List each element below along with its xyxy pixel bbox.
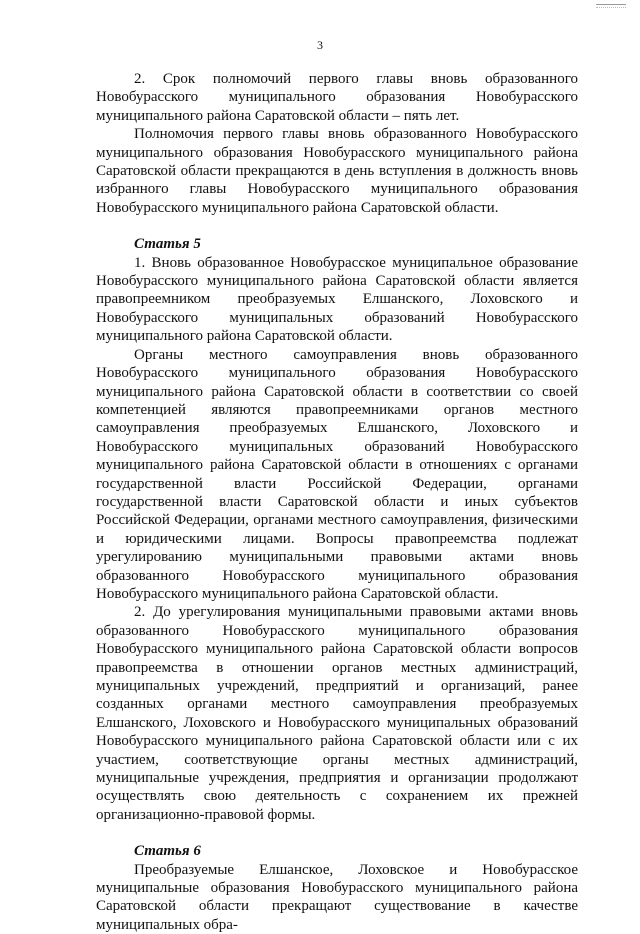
- page-number: 3: [317, 38, 323, 52]
- spacer: [96, 824, 578, 842]
- paragraph: Преобразуемые Елшанское, Лоховское и Новобурасское муниципальные образования Новобурасского муниципального района Саратовской области прекращают существование в качестве муниципальных обра-: [96, 861, 578, 933]
- paragraph: 2. Срок полномочий первого главы вновь образованного Новобурасского муниципального образования Новобурасского муниципального района Саратовской области – пять лет.: [96, 71, 578, 124]
- paragraph: 2. До урегулирования муниципальными правовыми актами вновь образованного Новобурасского муниципального образования Новобурасского муниципального района Саратовской области вопросов правопреемства в отношении органов местных администраций, муниципальных учреждений, предприятий и организаций, ранее созданных органами местного самоуправления преобразуемых Елшанского, Лоховского и Новобурасского муниципальных образований Новобурасского муниципального района Саратовской области или с их участием, соответствующие органы местных администраций, муниципальные учреждения, предприятия и организации продолжают осуществлять свою деятельность с сохранением их прежней организационно-правовой формы.: [96, 604, 578, 823]
- paragraph: 1. Вновь образованное Новобурасское муниципальное образование Новобурасского муниципального района Саратовской области является правопреемником преобразуемых Елшанского, Лоховского и Новобурасского муниципальных образований Новобурасского муниципального района Саратовской области.: [96, 254, 578, 345]
- paragraph: Полномочия первого главы вновь образованного Новобурасского муниципального образования Новобурасского муниципального района Саратовской области прекращаются в день вступления в должность вновь избранного главы Новобурасского муниципального образования Новобурасского муниципального района Саратовской области.: [96, 126, 578, 216]
- article-heading: Статья 5: [134, 236, 201, 253]
- paragraph: Органы местного самоуправления вновь образованного Новобурасского муниципального образования Новобурасского муниципального района Саратовской области в соответствии со своей компетенцией являются правопреемниками органов местного самоуправления преобразуемых Елшанского, Лоховского и Новобурасского муниципальных образований Новобурасского муниципального района Саратовской области в отношениях с органами государственной власти Российской Федерации, органами государственной власти Саратовской области и иных субъектов Российской Федерации, органами местного самоуправления, физическими и юридическими лицами. Вопросы правопреемства подлежат урегулированию муниципальными правовыми актами вновь образованного Новобурасского муниципального образования Новобурасского муниципального района Саратовской области.: [96, 346, 578, 602]
- spacer: [96, 217, 578, 235]
- corner-scan-mark: [596, 4, 626, 8]
- article-heading: Статья 6: [134, 843, 201, 860]
- document-body: [96, 70, 578, 934]
